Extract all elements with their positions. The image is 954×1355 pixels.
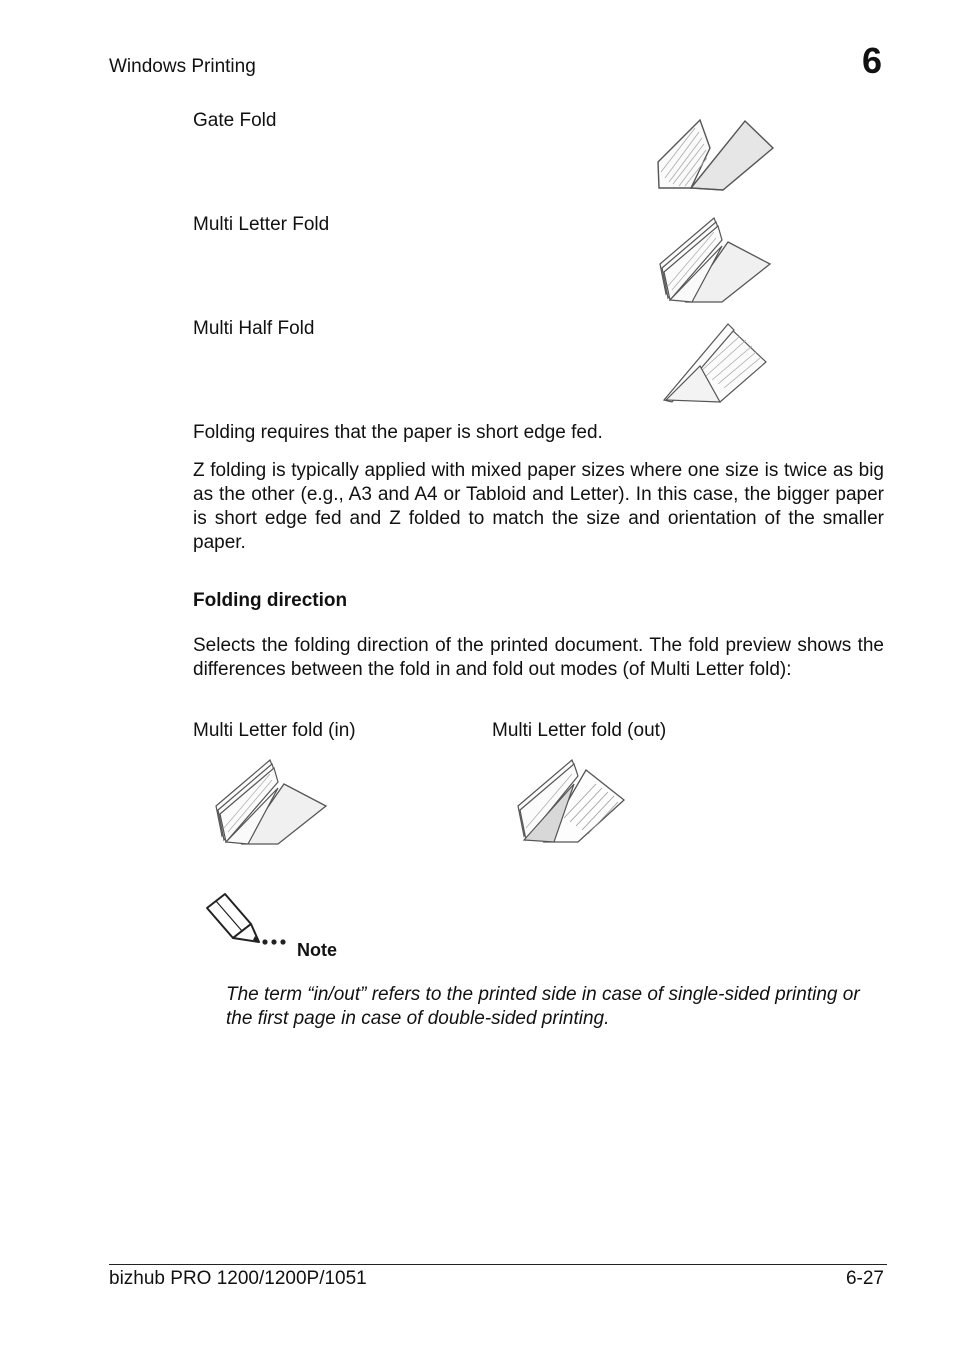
multi-letter-fold-icon — [656, 216, 772, 304]
footer-product-name: bizhub PRO 1200/1200P/1051 — [109, 1268, 367, 1289]
body-paragraph-z-folding: Z folding is typically applied with mixed paper sizes where one size is twice as big as the other (e.g., A3 and A4 or Tabloid and Letter). In this case, the bigger paper is short edge fed and Z folded to match the size and orientation of the smaller paper. — [193, 460, 884, 553]
chapter-number: 6 — [862, 40, 883, 81]
body-paragraph-short-edge: Folding requires that the paper is short edge fed. — [193, 422, 603, 443]
pencil-note-icon — [203, 890, 295, 950]
fold-label-multi-half: Multi Half Fold — [193, 318, 315, 339]
fold-label-gate: Gate Fold — [193, 110, 277, 131]
multi-letter-fold-out-icon — [514, 758, 630, 846]
multi-letter-fold-in-icon — [212, 758, 328, 846]
note-label: Note — [297, 940, 337, 960]
fold-out-label: Multi Letter fold (out) — [492, 720, 667, 741]
section-heading-folding-direction: Folding direction — [193, 590, 348, 611]
note-text: The term “in/out” refers to the printed side in case of single-sided printing or the first page in case of double-sided printing. — [226, 984, 860, 1029]
fold-label-multi-letter: Multi Letter Fold — [193, 214, 330, 235]
folding-direction-description: Selects the folding direction of the printed document. The fold preview shows the differences between the fold in and fold out modes (of Multi Letter fold): — [193, 635, 884, 680]
gate-fold-icon — [655, 118, 775, 192]
fold-in-label: Multi Letter fold (in) — [193, 720, 356, 741]
footer-divider — [109, 1264, 887, 1265]
multi-half-fold-icon — [660, 322, 770, 406]
section-title: Windows Printing — [109, 56, 256, 77]
footer-page-number: 6-27 — [845, 1268, 884, 1289]
